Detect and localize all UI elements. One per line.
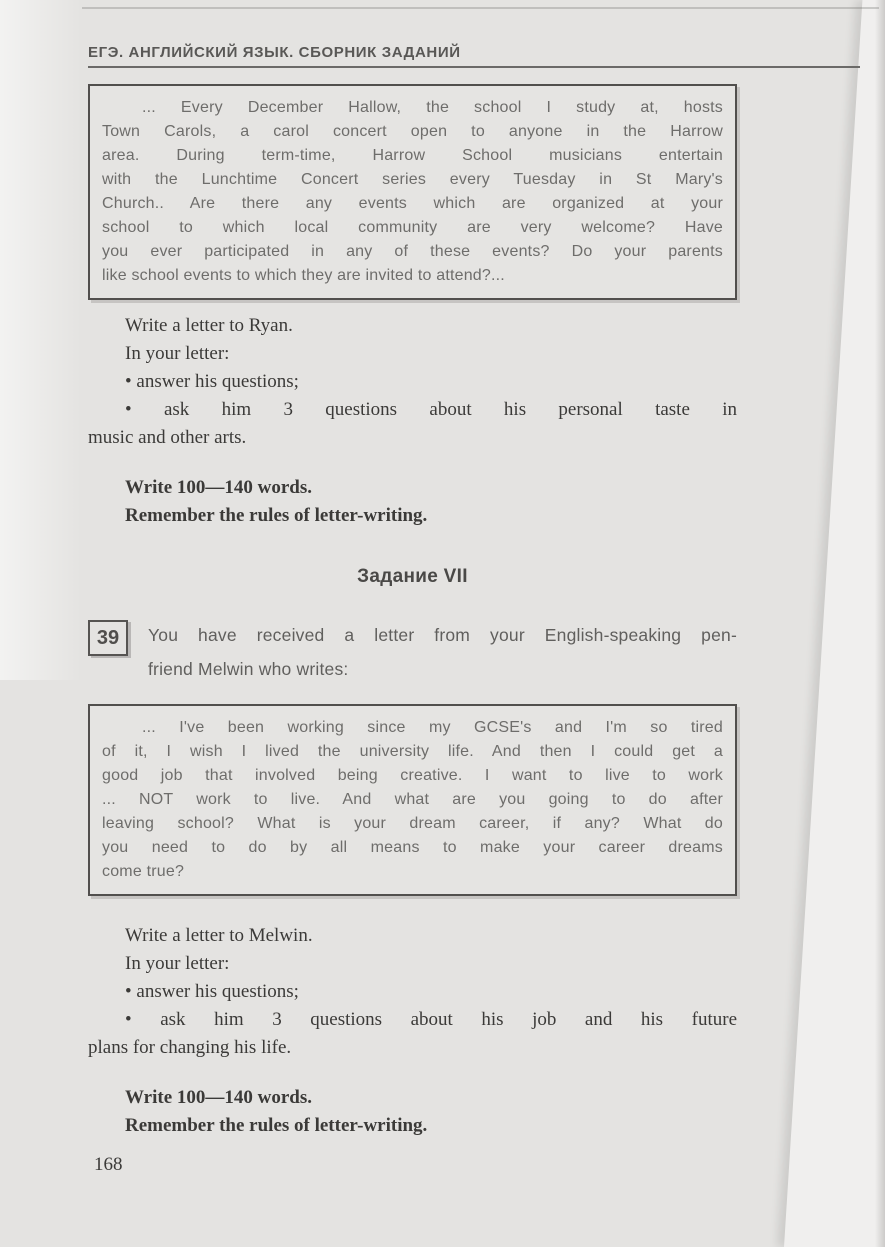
page-header	[88, 0, 737, 68]
requirement-line: Remember the rules of letter-writing.	[125, 1115, 428, 1136]
letter-quote-line: ... I've been working since my GCSE's and I'm so tired	[142, 719, 723, 736]
task-intro	[148, 618, 737, 686]
scan-left-margin	[0, 0, 82, 680]
letter-quote-box-melwin	[88, 704, 737, 896]
letter-quote-line: ... NOT work to live. And what are you going to do after	[102, 791, 723, 808]
bullet-ask-questions	[88, 396, 737, 452]
instruction-line: music and other arts.	[88, 427, 247, 448]
requirement-line: Write 100—140 words.	[125, 1087, 312, 1108]
instruction-line: • answer his questions;	[125, 371, 299, 392]
header-title: ЕГЭ. АНГЛИЙСКИЙ ЯЗЫК. СБОРНИК ЗАДАНИЙ	[88, 44, 461, 61]
task-number-badge: 39	[88, 620, 128, 656]
letter-quote-line: you need to do by all means to make your career dreams	[102, 839, 723, 856]
instruction-line: In your letter:	[125, 343, 230, 364]
letter-quote-line: ... Every December Hallow, the school I study at, hosts	[142, 99, 723, 116]
page-number: 168	[94, 1154, 123, 1175]
requirement-line: Remember the rules of letter-writing.	[125, 505, 428, 526]
task-requirements-melwin	[88, 1084, 737, 1140]
letter-quote-line: you ever participated in any of these events? Do your parents	[102, 243, 723, 260]
scan-page-edge	[784, 0, 885, 1247]
instruction-line: In your letter:	[125, 953, 230, 974]
letter-quote-line: like school events to which they are invited to attend?...	[102, 267, 505, 284]
instruction-line: • answer his questions;	[125, 981, 299, 1002]
letter-quote-box-ryan	[88, 84, 737, 300]
task-instructions-melwin	[88, 922, 737, 1062]
letter-quote-line: leaving school? What is your dream career, if any? What do	[102, 815, 723, 832]
letter-quote-line: Church.. Are there any events which are organized at your	[102, 195, 723, 212]
book-page	[88, 0, 737, 1176]
task-intro-line: You have received a letter from your English-speaking pen-	[148, 625, 737, 645]
instruction-line: • ask him 3 questions about his job and his future	[125, 1009, 737, 1030]
task-39	[88, 618, 737, 686]
letter-quote-line: of it, I wish I lived the university life. And then I could get a	[102, 743, 723, 760]
instruction-line: Write a letter to Ryan.	[125, 315, 293, 336]
letter-quote-line: with the Lunchtime Concert series every Tuesday in St Mary's	[102, 171, 723, 188]
instruction-line: • ask him 3 questions about his personal taste in	[125, 399, 737, 420]
task-requirements-ryan	[88, 474, 737, 530]
instruction-line: plans for changing his life.	[88, 1037, 292, 1058]
task-intro-line: friend Melwin who writes:	[148, 659, 349, 679]
task-instructions-ryan	[88, 312, 737, 452]
instruction-lines	[88, 922, 737, 1006]
bullet-ask-questions	[88, 1006, 737, 1062]
section-heading: Задание VII	[357, 566, 468, 587]
instruction-line: Write a letter to Melwin.	[125, 925, 313, 946]
header-rule	[88, 66, 860, 68]
letter-quote-line: come true?	[102, 863, 185, 880]
scan-edge-shadow	[875, 0, 885, 1247]
letter-quote-line: good job that involved being creative. I want to live to work	[102, 767, 723, 784]
requirement-line: Write 100—140 words.	[125, 477, 312, 498]
instruction-lines	[88, 312, 737, 396]
letter-quote-line: school to which local community are very welcome? Have	[102, 219, 723, 236]
letter-quote-line: area. During term-time, Harrow School musicians entertain	[102, 147, 723, 164]
letter-quote-line: Town Carols, a carol concert open to anyone in the Harrow	[102, 123, 723, 140]
